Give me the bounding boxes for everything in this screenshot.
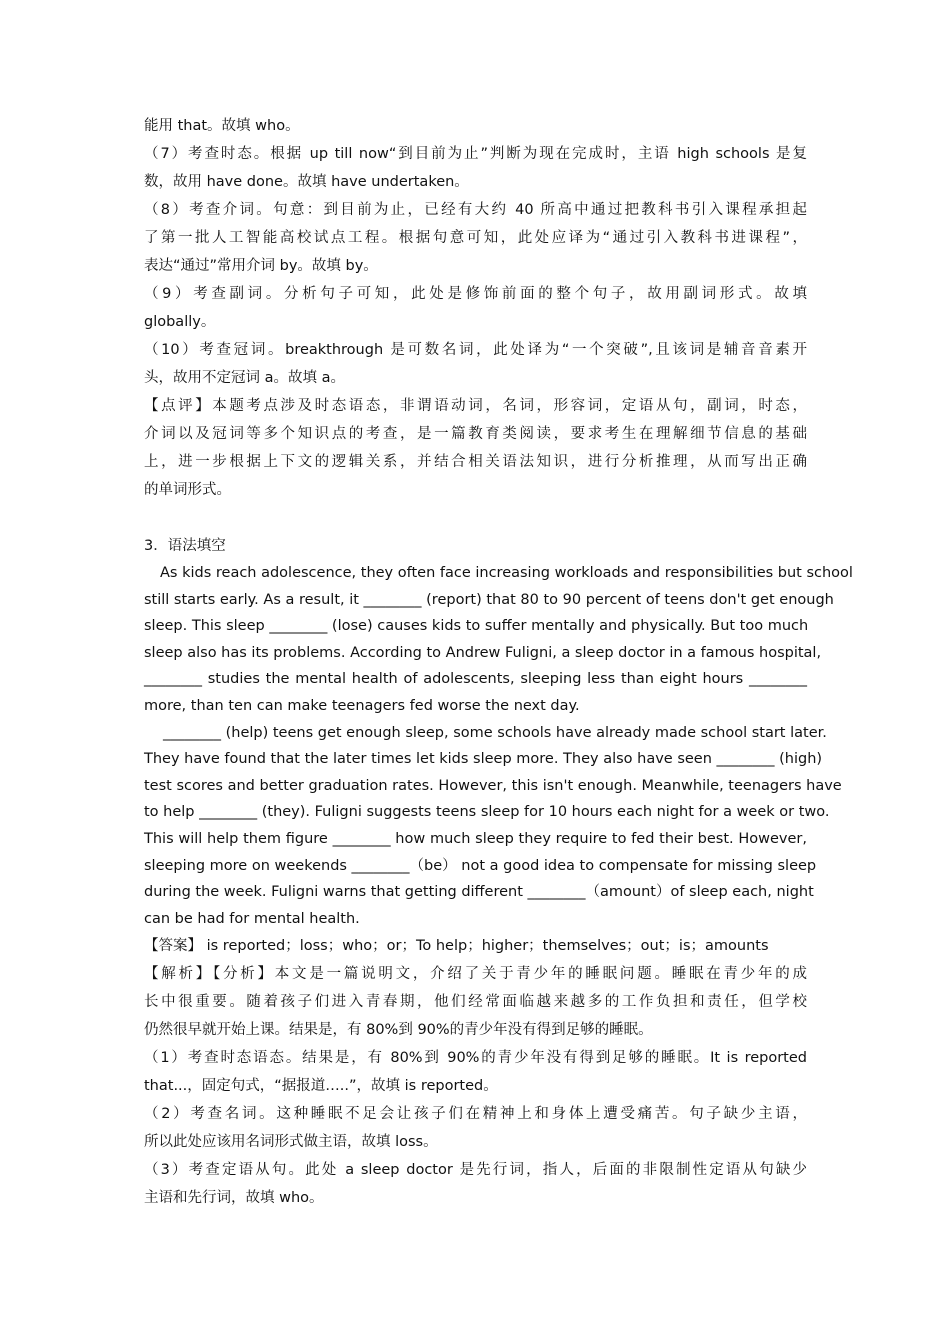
text-line: globally。 <box>144 314 216 330</box>
passage-line: sleep. This sleep ________ (lose) causes kids to suffer mentally and physically. But too much <box>144 618 809 635</box>
text-line: （3）考查定语从句。此处 a sleep doctor 是先行词，指人，后面的非限制性定语从句缺少 <box>144 1162 807 1179</box>
text-line: 介词以及冠词等多个知识点的考查，是一篇教育类阅读，要求考生在理解细节信息的基础 <box>144 426 807 442</box>
passage-line: can be had for mental health. <box>144 910 360 927</box>
explanation-part2 <box>144 960 807 1212</box>
text-line: 的单词形式。 <box>144 482 231 498</box>
text-line: （8）考查介词。句意：到目前为止，已经有大约 40 所高中通过把教科书引入课程承担起 <box>144 202 807 218</box>
text-line: 【点评】本题考点涉及时态语态，非谓语动词，名词，形容词，定语从句，副词，时态， <box>144 398 807 414</box>
text-line: 头，故用不定冠词 a。故填 a。 <box>144 370 345 386</box>
explanation-part1 <box>144 112 807 504</box>
text-line: 了第一批人工智能高校试点工程。根据句意可知，此处应译为“通过引入教科书进课程”， <box>144 230 807 246</box>
text-line: （2）考查名词。这种睡眠不足会让孩子们在精神上和身体上遭受痛苦。句子缺少主语， <box>144 1106 807 1123</box>
text-line: 所以此处应该用名词形式做主语，故填 loss。 <box>144 1134 438 1151</box>
passage-line: still starts early. As a result, it ________ (report) that 80 to 90 percent of teens don't get enough <box>144 591 834 608</box>
text-line: （1）考查时态语态。结果是，有 80%到 90%的青少年没有得到足够的睡眠。It is reported <box>144 1050 807 1067</box>
passage-line: This will help them figure ________ how much sleep they require to fed their best. However, <box>144 830 807 847</box>
passage-line: As kids reach adolescence, they often face increasing workloads and responsibilities but school <box>160 565 853 581</box>
passage-line: during the week. Fuligni warns that getting different ________（amount）of sleep each, night <box>144 884 814 901</box>
passage-line: more, than ten can make teenagers fed worse the next day. <box>144 697 580 714</box>
passage-line: ________ (help) teens get enough sleep, some schools have already made school start later. <box>163 724 827 741</box>
spacer <box>144 504 807 532</box>
text-line: 长中很重要。随着孩子们进入青春期，他们经常面临越来越多的工作负担和责任，但学校 <box>144 994 807 1011</box>
text-line: （7）考查时态。根据 up till now“到目前为止”判断为现在完成时，主语 high schools 是复 <box>144 146 807 162</box>
text-line: 上，进一步根据上下文的逻辑关系，并结合相关语法知识，进行分析推理，从而写出正确 <box>144 454 807 470</box>
answer-line: 【答案】 is reported；loss；who；or；To help；higher；themselves；out；is；amounts <box>144 938 769 955</box>
text-line: 表达“通过”常用介词 by。故填 by。 <box>144 258 378 274</box>
passage-line: sleeping more on weekends ________（be） not a good idea to compensate for missing sleep <box>144 857 817 874</box>
text-line: 数，故用 have done。故填 have undertaken。 <box>144 174 469 190</box>
text-line: 能用 that。故填 who。 <box>144 118 300 134</box>
text-line: （9）考查副词。分析句子可知，此处是修饰前面的整个句子，故用副词形式。故填 <box>144 286 807 302</box>
question-title: 3．语法填空 <box>144 538 226 554</box>
passage-line: test scores and better graduation rates. However, this isn't enough. Meanwhile, teenagers have <box>144 777 842 794</box>
text-line: 【解析】【分析】本文是一篇说明文，介绍了关于青少年的睡眠问题。睡眠在青少年的成 <box>144 966 807 983</box>
text-line: （10）考查冠词。breakthrough 是可数名词，此处译为“一个突破”,且该词是辅音音素开 <box>144 342 807 358</box>
passage-line: ________ studies the mental health of adolescents, sleeping less than eight hours ________ <box>144 671 807 688</box>
passage-line: sleep also has its problems. According to Andrew Fuligni, a sleep doctor in a famous hospital, <box>144 644 822 661</box>
text-line: that...，固定句式，“据报道…..”，故填 is reported。 <box>144 1078 498 1095</box>
passage <box>144 560 853 932</box>
passage-line: They have found that the later times let kids sleep more. They also have seen ________ (high) <box>144 751 823 768</box>
document-page <box>144 112 853 1212</box>
passage-line: to help ________ (they). Fuligni suggests teens sleep for 10 hours each night for a week or two. <box>144 804 830 821</box>
text-line: 仍然很早就开始上课。结果是，有 80%到 90%的青少年没有得到足够的睡眠。 <box>144 1022 653 1039</box>
text-line: 主语和先行词，故填 who。 <box>144 1190 324 1207</box>
